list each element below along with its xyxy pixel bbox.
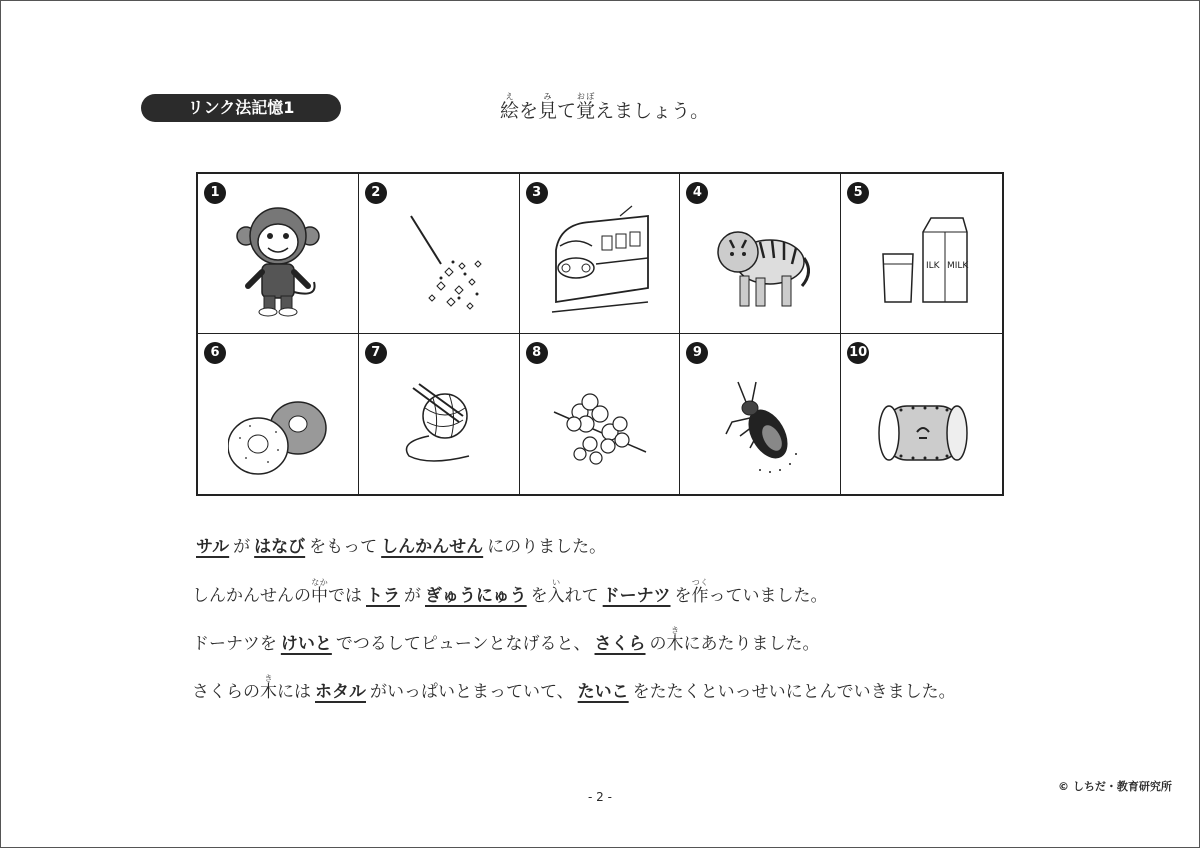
keyword: たいこ (577, 682, 629, 702)
ruby-i: 入い (547, 578, 565, 606)
story-line-3: ドーナツを けいと でつるしてピューンとなげると、 さくら の木きにあたりました。 (192, 626, 820, 654)
keyword: サル (196, 537, 230, 557)
story-line-1: サル が はなび をもって しんかんせん にのりました。 (196, 537, 607, 557)
number-badge: 1 (204, 182, 226, 204)
ruby-naka: 中なか (311, 578, 328, 606)
story-line-2: しんかんせんの中なかでは トラ が ぎゅうにゅう を入いれて ドーナツ を作つくっていました。 (192, 578, 828, 606)
grid-cell-4 (680, 174, 841, 334)
keyword: はなび (254, 537, 306, 557)
number-badge: 9 (686, 342, 708, 364)
number-badge: 2 (365, 182, 387, 204)
keyword: ぎゅうにゅう (425, 586, 527, 606)
donut-icon (228, 362, 328, 480)
instruction: 絵えを見みて覚おぼえましょう。 (500, 92, 710, 122)
number-badge: 4 (686, 182, 708, 204)
page-number: - 2 - (588, 790, 612, 804)
svg-text:ILK: ILK (926, 261, 940, 271)
drum-icon (871, 362, 971, 480)
story-line-4: さくらの木きには ホタル がいっぱいとまっていて、 たいこ をたたくといっせいにとんでいきました。 (192, 674, 956, 702)
keyword: さくら (594, 634, 646, 654)
grid-cell-1 (198, 174, 359, 334)
ruby-tsuku: 作つく (691, 578, 709, 606)
grid-cell-6 (198, 334, 359, 494)
tiger-icon (710, 202, 810, 320)
ruby-obo: 覚おぼ (576, 92, 596, 122)
grid-cell-8 (520, 334, 681, 494)
picture-grid (196, 172, 1004, 496)
ruby-ki: 木き (666, 626, 684, 654)
bullet-train-icon (550, 202, 650, 320)
firefly-icon (710, 362, 810, 480)
number-badge: 6 (204, 342, 226, 364)
cherry-blossom-icon (550, 362, 650, 480)
number-badge: 7 (365, 342, 387, 364)
ruby-ki: 木き (260, 674, 277, 702)
number-badge: 10 (847, 342, 869, 364)
yarn-ball-icon (389, 362, 489, 480)
keyword: トラ (366, 586, 400, 606)
ruby-e: 絵え (500, 92, 520, 122)
keyword: ドーナツ (602, 586, 671, 606)
grid-cell-9 (680, 334, 841, 494)
ruby-mi: 見み (538, 92, 558, 122)
grid-cell-7 (359, 334, 520, 494)
number-badge: 8 (526, 342, 548, 364)
grid-cell-10 (841, 334, 1002, 494)
grid-cell-5 (841, 174, 1002, 334)
grid-cell-2 (359, 174, 520, 334)
number-badge: 5 (847, 182, 869, 204)
keyword: ホタル (315, 682, 366, 702)
copyright: © しちだ・教育研究所 (1058, 780, 1172, 793)
number-badge: 3 (526, 182, 548, 204)
svg-text:MILK: MILK (947, 261, 969, 271)
sparkler-icon (389, 202, 489, 320)
milk-icon (871, 202, 971, 320)
monkey-icon (228, 202, 328, 320)
keyword: しんかんせん (381, 537, 484, 557)
grid-cell-3 (520, 174, 681, 334)
title-badge: リンク法記憶1 (141, 94, 341, 122)
keyword: けいと (280, 634, 332, 654)
